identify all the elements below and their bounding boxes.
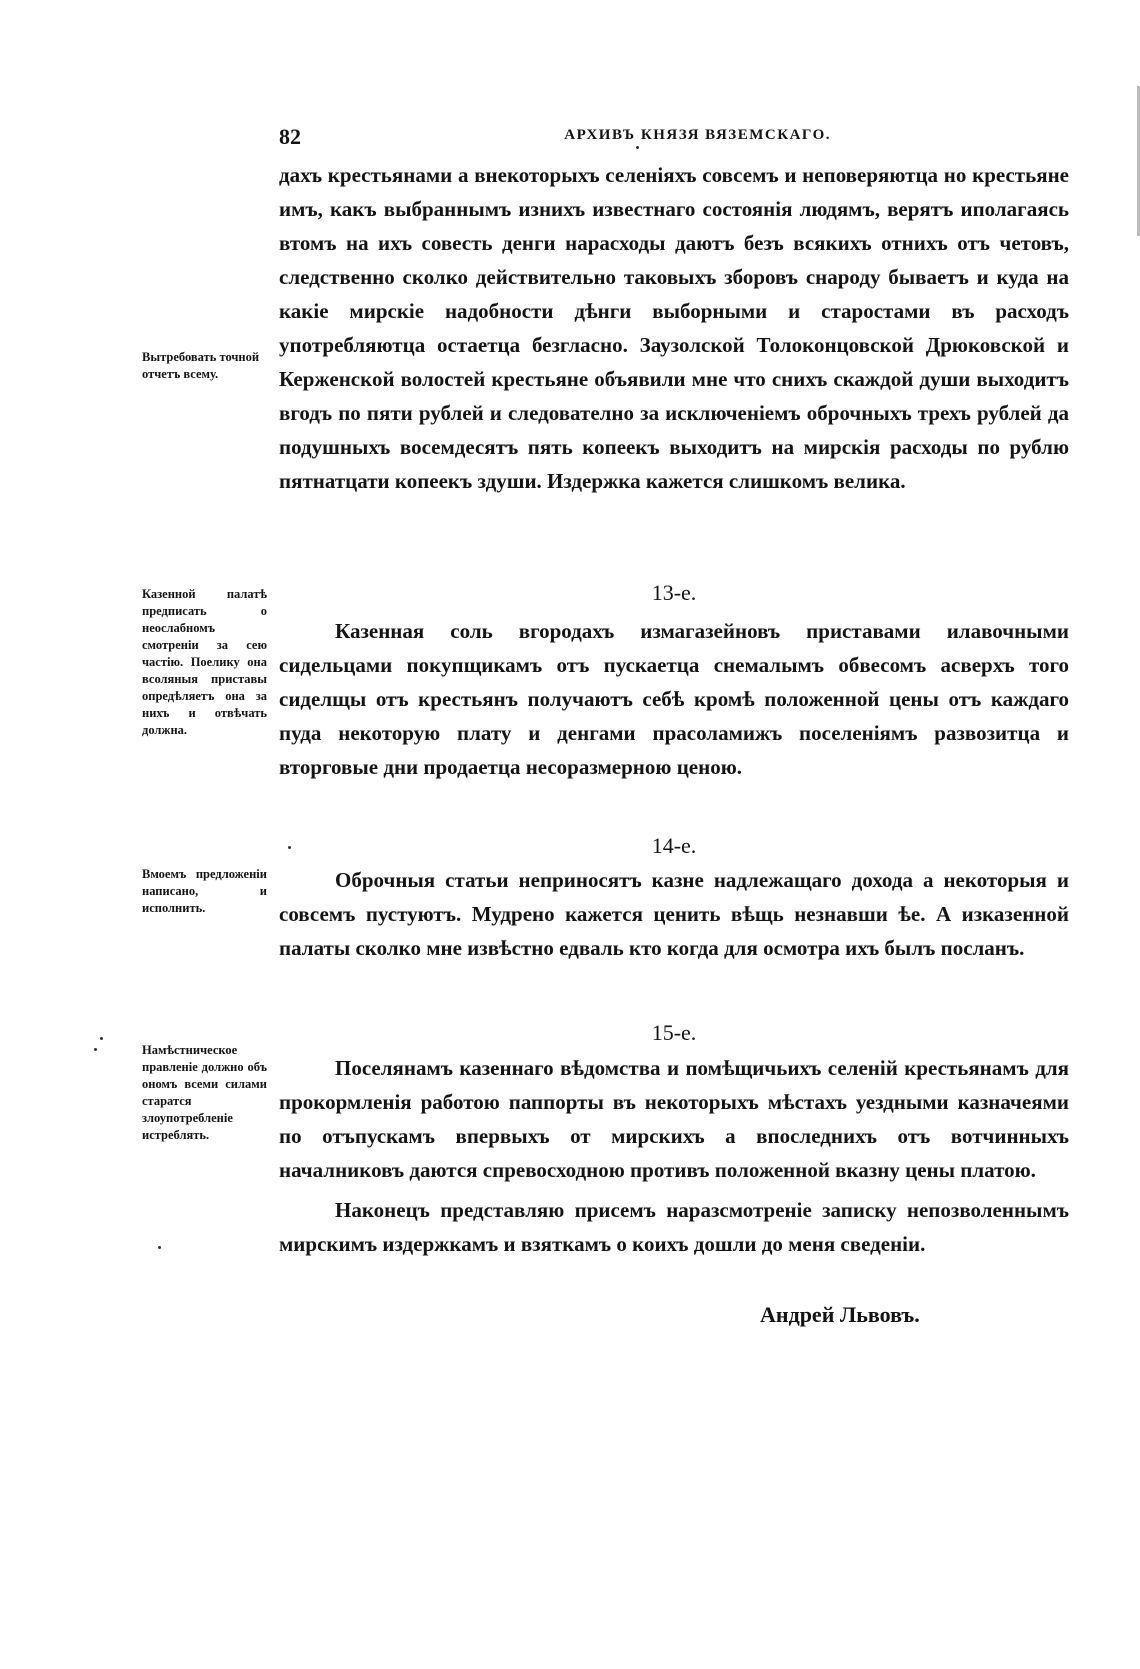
closing-paragraph: Наконецъ представляю присемъ наразсмотреніе записку непозволеннымъ мирскимъ издержкамъ и взяткамъ о коихъ дошли до меня сведеніи.	[279, 1198, 1069, 1256]
page-number: 82	[279, 124, 301, 149]
section-14-block	[279, 863, 1069, 965]
intro-paragraph: дахъ крестьянами а внекоторыхъ селеніяхъ совсемъ и неповеряютца но крестьяне имъ, какъ выбраннымъ изнихъ известнаго состоянія людямъ, верятъ иполагаясь втомъ на ихъ совесть денги нарасходы даютъ безъ всякихъ отнихъ отъ четовъ, следственно сколко действительно таковыхъ зборовъ снароду бываетъ и куда на какіе мирскіе надобности дѣнги выборными и старостами въ расходъ употребляютца остаетца безгласно. Заузолской Толоконцовской Дрюковской и Керженской волостей крестьяне объявили мне что снихъ скаждой души выходитъ вгодъ по пяти рублей и следователно за исключеніемъ оброчныхъ трехъ рублей да подушныхъ восемдесятъ пять копеекъ выходитъ на мирскія расходы по рублю пятнатцати копеекъ здуши. Издержка кажется слишкомъ велика.	[279, 163, 1069, 493]
margin-note-administration: Намѣстническое правленіе должно объ ономъ всеми силами старатся злоупотребленіе истреблять.	[142, 1043, 267, 1142]
print-speck	[94, 1048, 97, 1051]
margin-note-proposal: Вмоемъ предложеніи написано, и исполнить.	[142, 867, 267, 915]
section-13-text: Казенная соль вгородахъ измагазейновъ приставами илавочными сидельцами покупщикамъ отъ пускаетца снемалымъ обвесомъ асверхъ того сиделщы отъ крестьянъ получаютъ себѣ кромѣ положенной цены отъ каждаго пуда некоторую плату и денгами прасоламижъ поселеніямъ развозитца и вторговые дни продаетца несоразмерною ценою.	[279, 619, 1069, 779]
print-speck	[636, 146, 639, 149]
intro-paragraph-block	[279, 158, 1069, 498]
section-heading-14: 14-е.	[651, 833, 697, 858]
section-15-block	[279, 1051, 1069, 1261]
print-speck	[288, 846, 291, 849]
section-heading-15: 15-е.	[651, 1020, 697, 1045]
section-15-text: Поселянамъ казеннаго вѣдомства и помѣщичьихъ селеній крестьянамъ для прокормленія работою паппорты въ некоторыхъ мѣстахъ уездными казначеями по отъпускамъ впервыхъ от мирскихъ а впоследнихъ отъ вотчинныхъ началниковъ даются спревосходною противъ положенной вказну цены платою.	[279, 1056, 1069, 1182]
running-title: АРХИВЪ КНЯЗЯ ВЯЗЕМСКАГО.	[564, 127, 831, 143]
section-heading-13: 13-е.	[651, 580, 697, 605]
print-speck	[158, 1246, 161, 1249]
margin-note-salt: Казенной палатѣ предписать о неослабномъ смотреніи за сею частію. Поелику она всоляныя приставы опредѣляетъ она за нихъ и отвѣчать должна.	[142, 587, 267, 737]
page-header	[279, 124, 831, 154]
section-14-text: Оброчныя статьи неприносятъ казне надлежащаго дохода а некоторыя и совсемъ пустуютъ. Мудрено кажется ценить вѣщь незнавши ѣе. А изказенной палаты сколко мне извѣстно едваль кто когда для осмотра ихъ былъ посланъ.	[279, 868, 1069, 960]
margin-note-demand-report: Вытребовать точной отчетъ всему.	[142, 350, 260, 381]
section-13-block	[279, 614, 1069, 784]
print-speck	[100, 1037, 103, 1040]
signature: Андрей Львовъ.	[760, 1302, 920, 1327]
